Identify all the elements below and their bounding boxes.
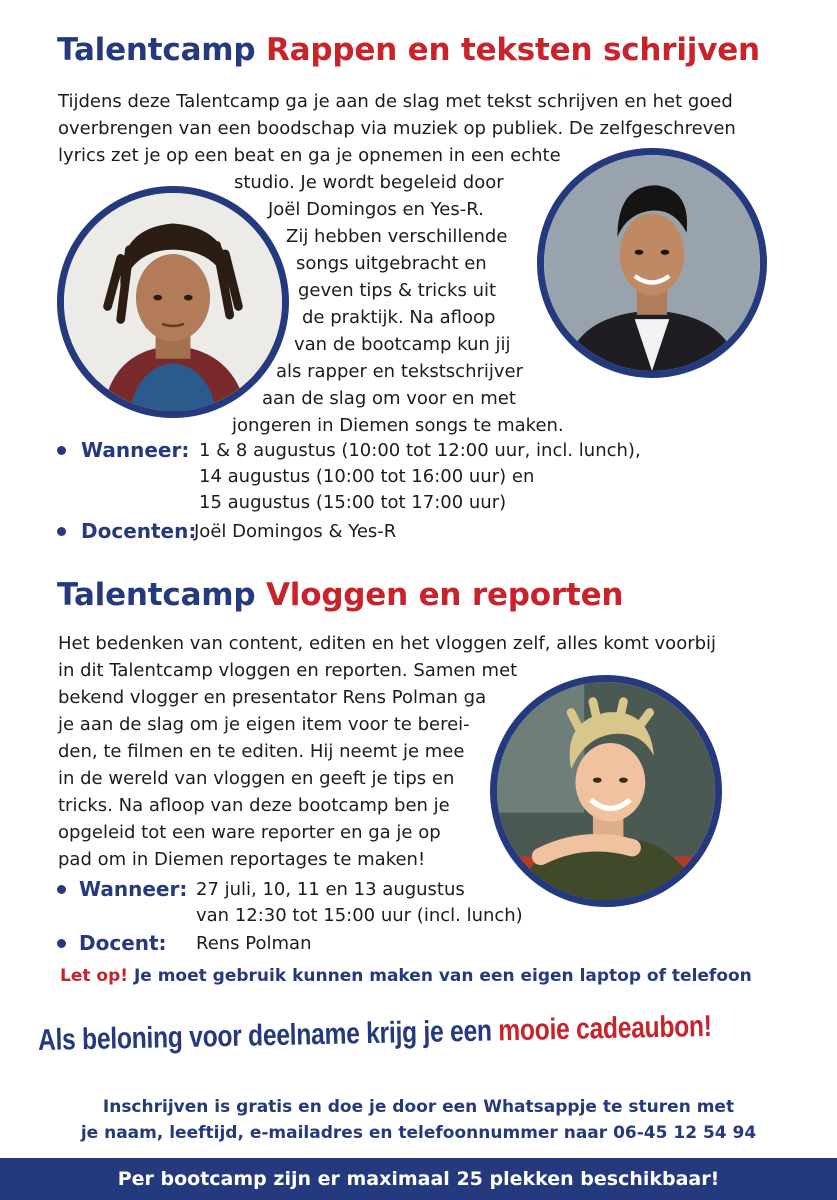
section2-docent-label: Docent:	[79, 931, 167, 955]
note-warning: Let op!	[60, 966, 129, 986]
bullet-icon	[57, 446, 66, 455]
reward-part2: mooie cadeaubon!	[497, 1009, 713, 1048]
body-line: overbrengen van een boodschap via muziek op publiek. De zelfgeschreven	[58, 118, 736, 139]
section1-title	[57, 32, 760, 68]
body-line: Tijdens deze Talentcamp ga je aan de slag met tekst schrijven en het goed	[58, 91, 733, 112]
section2-title-part1: Talentcamp	[57, 577, 256, 613]
section1-title-part2: Rappen en teksten schrijven	[266, 32, 760, 68]
section1-wanneer-label: Wanneer:	[81, 438, 190, 462]
section1-docenten-value: Joël Domingos & Yes-R	[194, 521, 397, 542]
body-line: Zij hebben verschillende	[286, 226, 508, 247]
portrait-joel-domingos	[57, 186, 289, 418]
body-line: opgeleid tot een ware reporter en ga je op	[58, 822, 441, 843]
body-line: geven tips & tricks uit	[298, 280, 497, 301]
bullet-icon	[57, 527, 66, 536]
reward-part1: Als beloning voor deelname krijg je een	[37, 1014, 493, 1057]
section2-wanneer-line: 27 juli, 10, 11 en 13 augustus	[196, 879, 465, 900]
bullet-icon	[57, 885, 66, 894]
section1-wanneer-line: 15 augustus (15:00 tot 17:00 uur)	[199, 492, 507, 513]
body-line: aan de slag om voor en met	[262, 388, 516, 409]
body-line: jongeren in Diemen songs te maken.	[232, 415, 564, 436]
footer-text: Per bootcamp zijn er maximaal 25 plekken beschikbaar!	[117, 1168, 720, 1190]
body-line: van de bootcamp kun jij	[294, 334, 511, 355]
portrait-rens-polman	[490, 675, 722, 907]
section1-wanneer-line: 14 augustus (10:00 tot 16:00 uur) en	[199, 466, 535, 487]
section2-wanneer-label: Wanneer:	[79, 877, 188, 901]
section1-title-part1: Talentcamp	[57, 32, 256, 68]
body-line: bekend vlogger en presentator Rens Polman ga	[58, 687, 487, 708]
section1-wanneer-line: 1 & 8 augustus (10:00 tot 12:00 uur, incl. lunch),	[199, 440, 641, 461]
body-line: tricks. Na afloop van deze bootcamp ben je	[58, 795, 450, 816]
body-line: lyrics zet je op een beat en ga je opnemen in een echte	[58, 145, 561, 166]
footer-bar	[0, 1158, 837, 1200]
laptop-note	[60, 966, 752, 986]
note-text: Je moet gebruik kunnen maken van een eigen laptop of telefoon	[133, 966, 752, 986]
body-line: in dit Talentcamp vloggen en reporten. Samen met	[58, 660, 518, 681]
body-line: de praktijk. Na afloop	[302, 307, 496, 328]
body-line: songs uitgebracht en	[296, 253, 487, 274]
reward-headline	[38, 1010, 712, 1058]
section2-wanneer-line: van 12:30 tot 15:00 uur (incl. lunch)	[196, 905, 523, 926]
body-line: Het bedenken van content, editen en het vloggen zelf, alles komt voorbij	[58, 633, 717, 654]
bullet-icon	[57, 939, 66, 948]
body-line: pad om in Diemen reportages te maken!	[58, 849, 426, 870]
section1-docenten-label: Docenten:	[81, 519, 197, 543]
body-line: studio. Je wordt begeleid door	[234, 172, 504, 193]
signup-line2: je naam, leeftijd, e-mailadres en telefoonnummer naar 06-45 12 54 94	[80, 1123, 757, 1143]
body-line: als rapper en tekstschrijver	[276, 361, 524, 382]
section2-docent-value: Rens Polman	[196, 933, 312, 954]
body-line: in de wereld van vloggen en geeft je tips en	[58, 768, 455, 789]
section2-title-part2: Vloggen en reporten	[266, 577, 624, 613]
body-line: den, te filmen en te editen. Hij neemt je mee	[58, 741, 465, 762]
section2-title	[57, 577, 623, 613]
portrait-yes-r	[537, 148, 767, 378]
signup-line1: Inschrijven is gratis en doe je door een Whatsappje te sturen met	[102, 1097, 735, 1117]
body-line: je aan de slag om je eigen item voor te berei-	[58, 714, 470, 735]
body-line: Joël Domingos en Yes-R.	[268, 199, 484, 220]
